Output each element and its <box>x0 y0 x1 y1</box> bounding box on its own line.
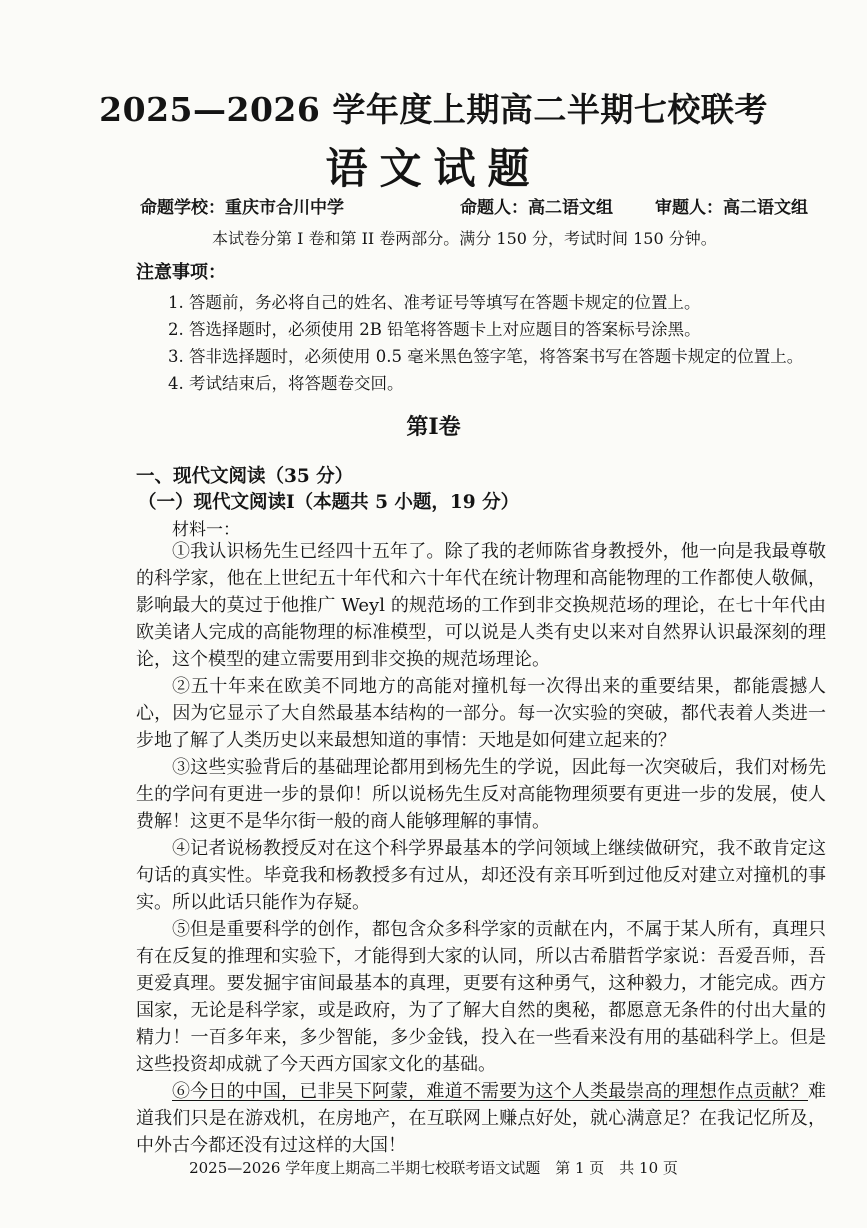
section-subtitle: （一）现代文阅读Ⅰ（本题共 5 小题，19 分） <box>138 492 520 513</box>
note-item: 4. 考试结束后，将答题卷交回。 <box>168 374 404 393</box>
passage-paragraph: ③这些实验背后的基础理论都用到杨先生的学说，因此每一次突破后，我们对杨先生的学问有更进一步的景仰！所以说杨先生反对高能物理须要有更进一步的发展，使人费解！这更不是华尔街一般的商人能够理解的事情。 <box>136 757 826 832</box>
exam-intro: 本试卷分第 I 卷和第 II 卷两部分。满分 150 分，考试时间 150 分钟。 <box>212 229 717 248</box>
notes-heading: 注意事项： <box>136 262 226 283</box>
subject-title: 语文试题 <box>325 144 542 193</box>
reviewer-label: 审题人：高二语文组 <box>655 198 808 218</box>
note-item: 1. 答题前，务必将自己的姓名、准考证号等填写在答题卡规定的位置上。 <box>168 293 701 312</box>
passage-paragraph: ⑤但是重要科学的创作，都包含众多科学家的贡献在内，不属于某人所有，真理只有在反复的推理和实验下，才能得到大家的认同，所以古希腊哲学家说：吾爱吾师，吾更爱真理。要发掘宇宙间最基本的真理，更要有这种勇气，这种毅力，才能完成。西方国家，无论是科学家，或是政府，为了了解大自然的奥秘，都愿意无条件的付出大量的精力！一百多年来，多少智能，多少金钱，投入在一些看来没有用的基础科学上。但是这些投资却成就了今天西方国家文化的基础。 <box>136 919 826 1075</box>
passage-paragraph: ④记者说杨教授反对在这个科学界最基本的学问领域上继续做研究，我不敢肯定这句话的真实性。毕竟我和杨教授多有过从，却还没有亲耳听到过他反对建立对撞机的事实。所以此话只能作为存疑。 <box>136 838 826 913</box>
underlined-sentence: ⑥今日的中国，已非吴下阿蒙，难道不需要为这个人类最崇高的理想作点贡献？ <box>172 1081 808 1102</box>
section-title: 一、现代文阅读（35 分） <box>136 466 354 487</box>
reading-passage <box>136 538 826 1159</box>
author-label: 命题人：高二语文组 <box>460 198 613 218</box>
material-label: 材料一： <box>172 520 240 540</box>
exam-title: 2025—2026 学年度上期高二半期七校联考 <box>99 90 768 129</box>
paragraph-rest: 难道我们只是在游戏机，在房地产，在互联网上赚点好处，就心满意足？在我记忆所及，中外古今都还没有过这样的大国！ <box>136 1081 826 1156</box>
note-item: 2. 答选择题时，必须使用 2B 铅笔将答题卡上对应题目的答案标号涂黑。 <box>168 320 701 339</box>
school-label: 命题学校：重庆市合川中学 <box>140 198 344 218</box>
passage-paragraph: ①我认识杨先生已经四十五年了。除了我的老师陈省身教授外，他一向是我最尊敬的科学家，他在上世纪五十年代和六十年代在统计物理和高能物理的工作都使人敬佩，影响最大的莫过于他推广 Weyl 的规范场的工作到非交换规范场的理论，在七十年代由欧美诸人完成的高能物理的标准模型，可以说是人类有史以来对自然界认识最深刻的理论，这个模型的建立需要用到非交换的规范场理论。 <box>136 541 826 670</box>
passage-paragraph-last <box>136 1078 826 1159</box>
volume-heading: 第Ⅰ卷 <box>406 414 461 440</box>
page-footer: 2025—2026 学年度上期高二半期七校联考语文试题 第 1 页 共 10 页 <box>189 1159 678 1177</box>
passage-paragraph: ②五十年来在欧美不同地方的高能对撞机每一次得出来的重要结果，都能震撼人心，因为它显示了大自然最基本结构的一部分。每一次实验的突破，都代表着人类进一步地了解了人类历史以来最想知道的事情：天地是如何建立起来的？ <box>136 676 826 751</box>
note-item: 3. 答非选择题时，必须使用 0.5 毫米黑色签字笔，将答案书写在答题卡规定的位置上。 <box>168 347 804 366</box>
